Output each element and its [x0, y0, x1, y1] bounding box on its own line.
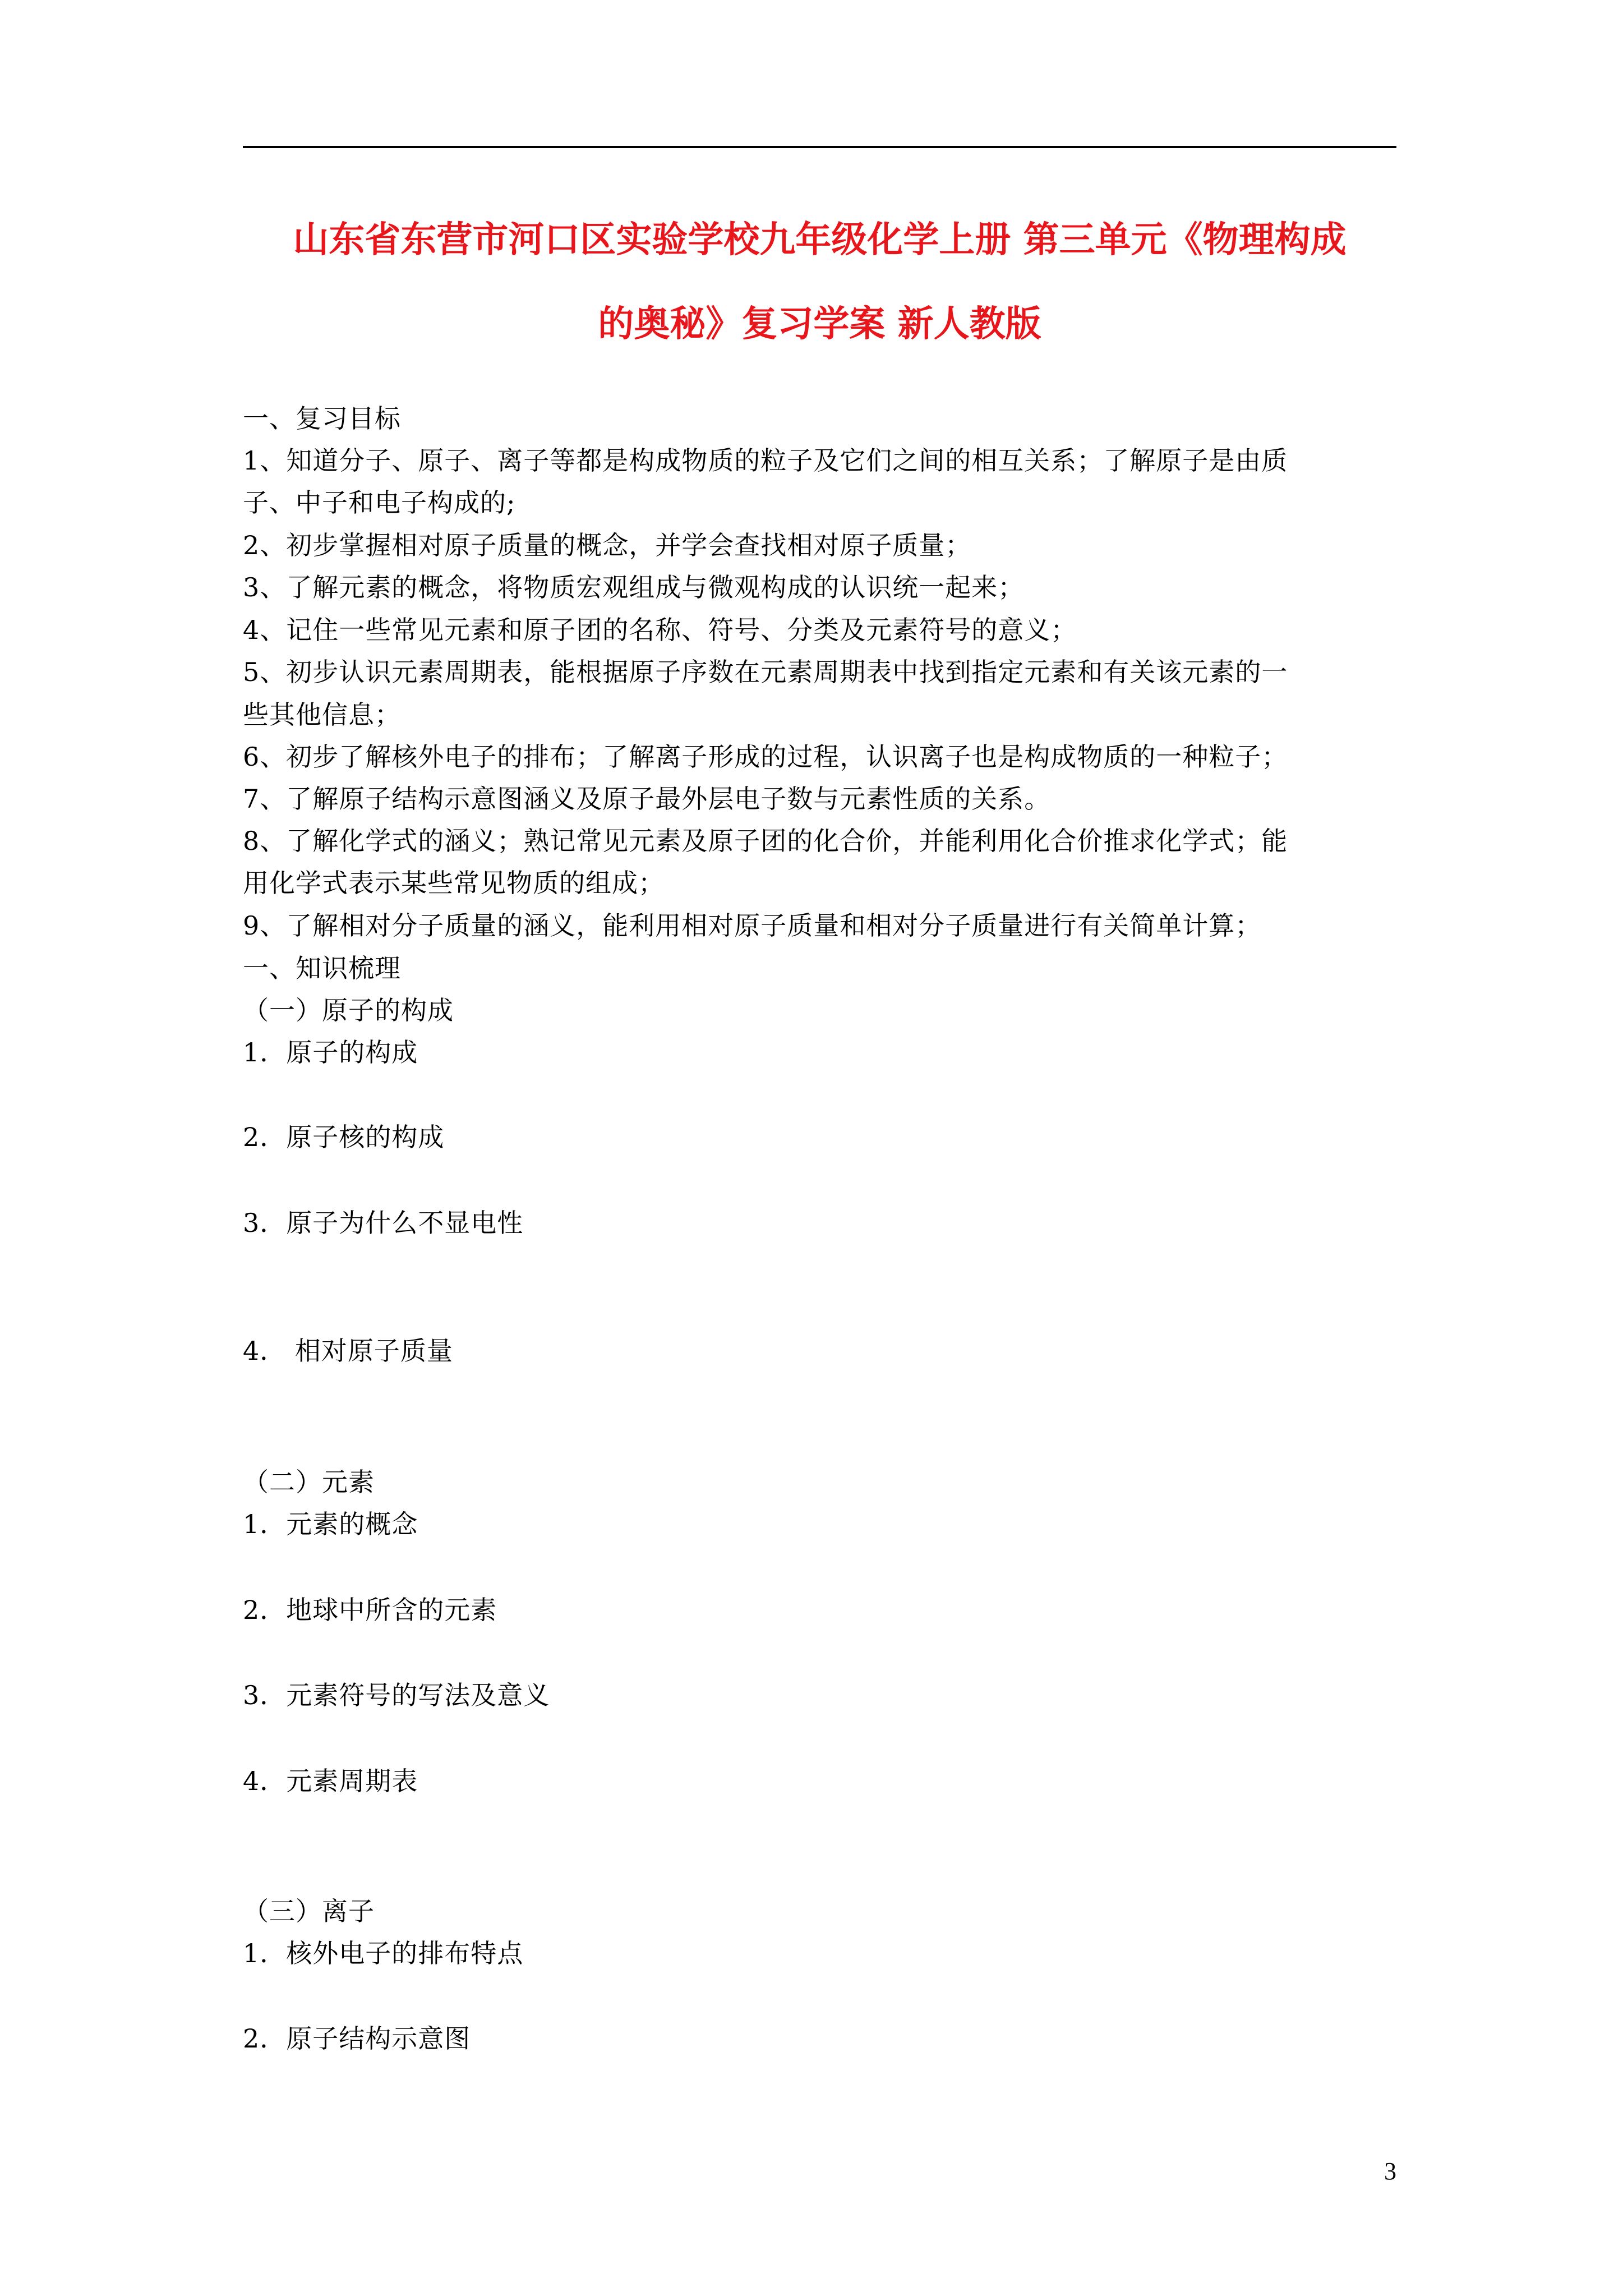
document-title-line-2: 的奥秘》复习学案 新人教版 — [598, 303, 1041, 345]
objective-line: 些其他信息； — [243, 700, 401, 730]
objective-line: 6、初步了解核外电子的排布；了解离子形成的过程，认识离子也是构成物质的一种粒子； — [243, 742, 1288, 772]
section-item: 3．原子为什么不显电性 — [243, 1208, 524, 1238]
section-heading-elements: （二）元素 — [243, 1467, 375, 1497]
objective-line: 子、中子和电子构成的; — [243, 487, 516, 518]
objective-line: 3、了解元素的概念，将物质宏观组成与微观构成的认识统一起来； — [243, 572, 1025, 602]
objective-line: 1、知道分子、原子、离子等都是构成物质的粒子及它们之间的相互关系；了解原子是由质 — [243, 445, 1288, 476]
section-item: 1．核外电子的排布特点 — [243, 1938, 524, 1968]
section-item: 3．元素符号的写法及意义 — [243, 1680, 550, 1710]
knowledge-heading: 一、知识梳理 — [243, 953, 401, 983]
objective-line: 5、初步认识元素周期表，能根据原子序数在元素周期表中找到指定元素和有关该元素的一 — [243, 657, 1288, 687]
objective-line: 2、初步掌握相对原子质量的概念，并学会查找相对原子质量； — [243, 530, 972, 560]
section-item: 1．元素的概念 — [243, 1509, 418, 1539]
objective-line: 4、记住一些常见元素和原子团的名称、符号、分类及元素符号的意义； — [243, 615, 1077, 645]
page-number: 3 — [1384, 2157, 1396, 2185]
objectives-heading: 一、复习目标 — [243, 403, 401, 434]
section-heading-ions: （三）离子 — [243, 1896, 375, 1926]
section-item: 4．元素周期表 — [243, 1766, 418, 1796]
section-item: 4． 相对原子质量 — [243, 1336, 453, 1366]
header-rule — [243, 146, 1396, 148]
section-item: 2．地球中所含的元素 — [243, 1595, 497, 1625]
objective-line: 用化学式表示某些常见物质的组成； — [243, 868, 665, 898]
document-title-line-1: 山东省东营市河口区实验学校九年级化学上册 第三单元《物理构成 — [293, 219, 1347, 261]
section-heading-atom-structure: （一）原子的构成 — [243, 995, 454, 1025]
objective-line: 9、了解相对分子质量的涵义，能利用相对原子质量和相对分子质量进行有关简单计算； — [243, 910, 1262, 941]
section-item: 1．原子的构成 — [243, 1037, 418, 1068]
section-item: 2．原子核的构成 — [243, 1122, 445, 1152]
objective-line: 8、了解化学式的涵义；熟记常见元素及原子团的化合价，并能利用化合价推求化学式；能 — [243, 826, 1288, 856]
objective-line: 7、了解原子结构示意图涵义及原子最外层电子数与元素性质的关系。 — [243, 784, 1051, 814]
section-item: 2．原子结构示意图 — [243, 2023, 471, 2054]
